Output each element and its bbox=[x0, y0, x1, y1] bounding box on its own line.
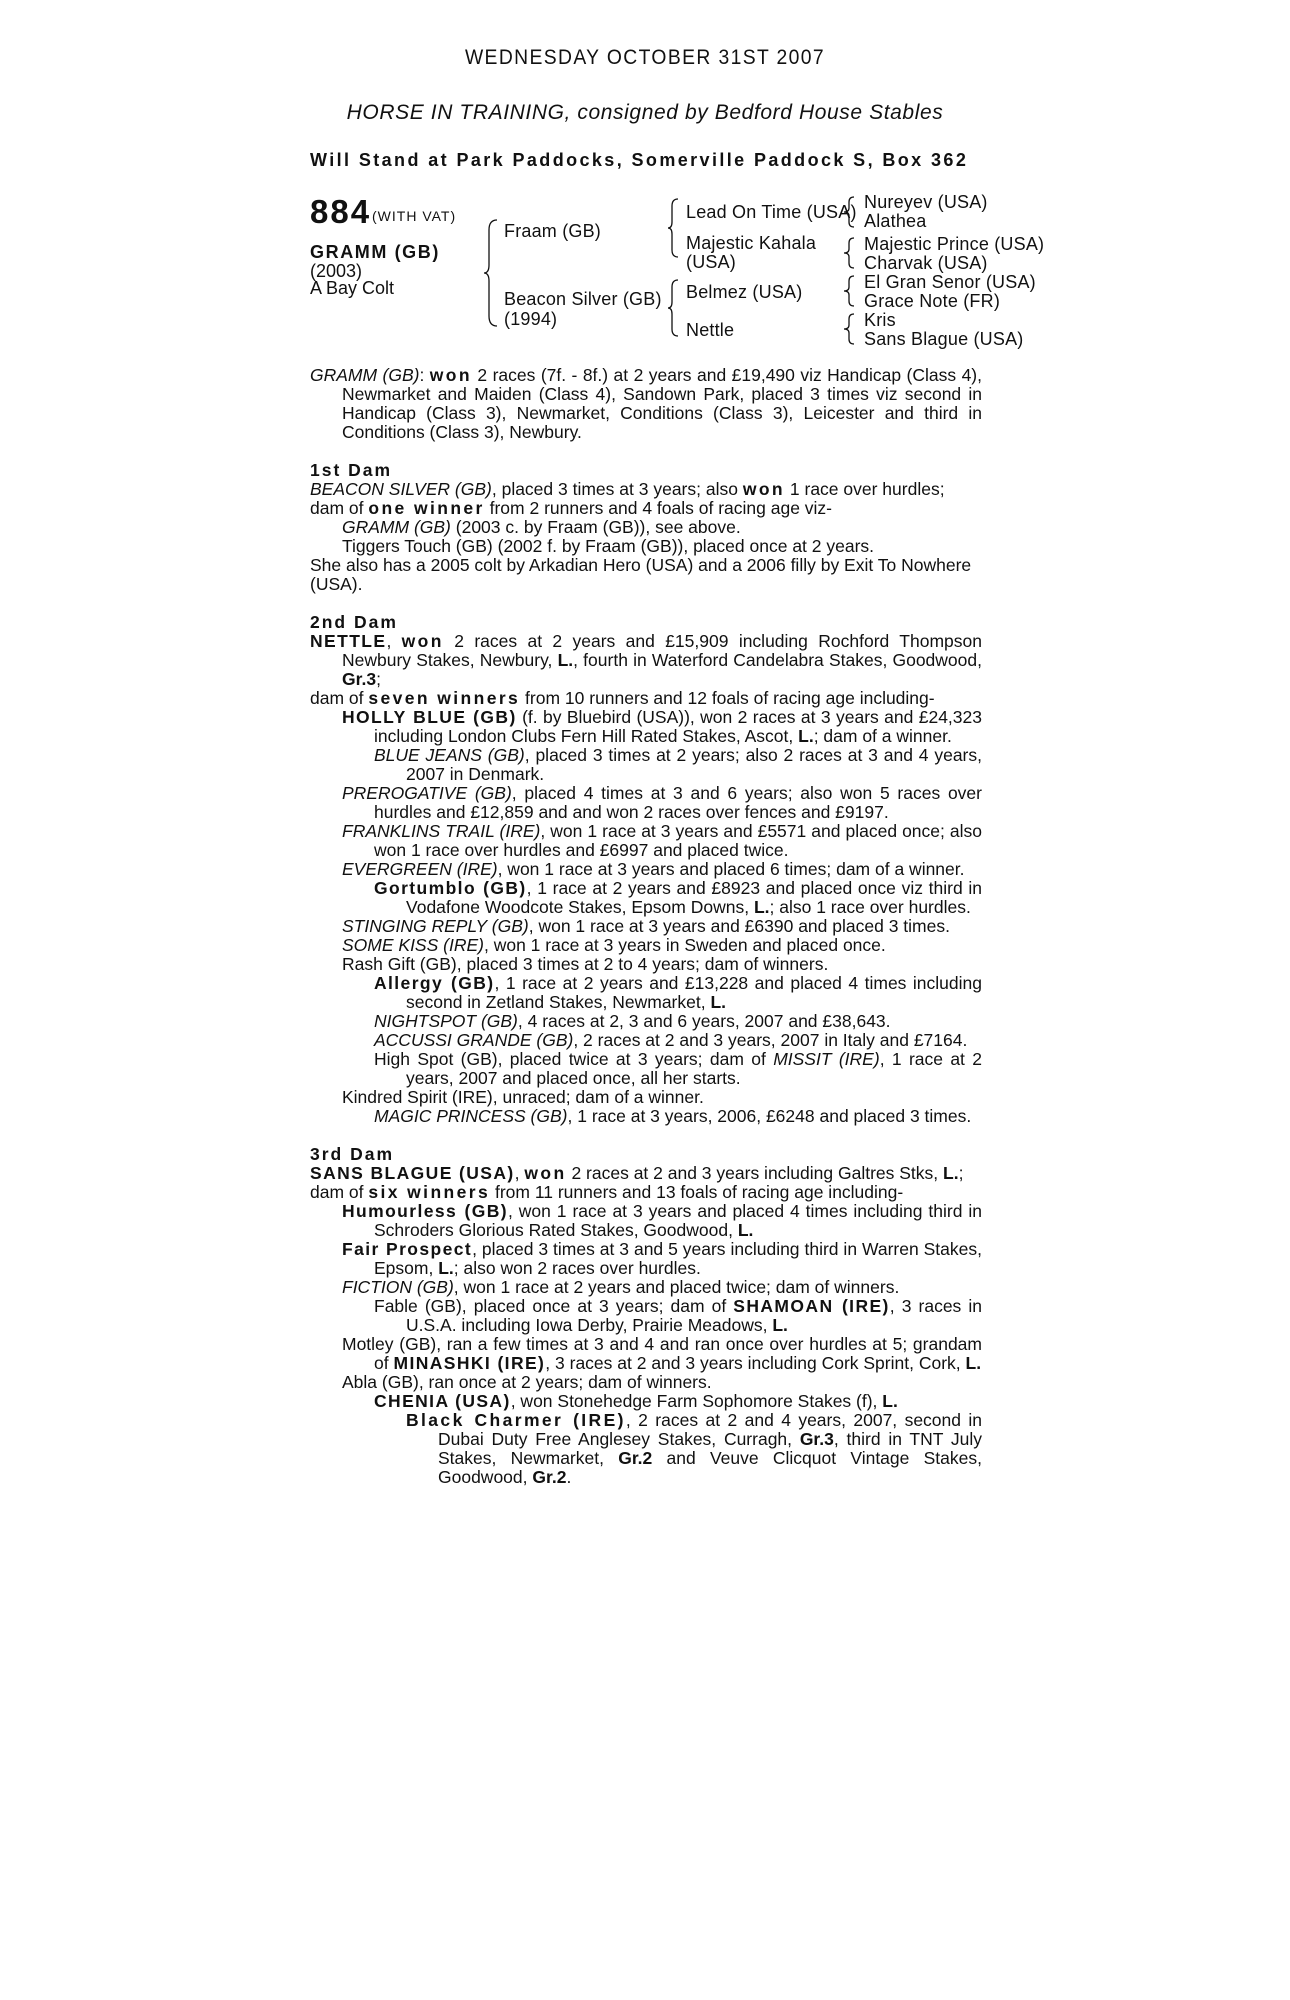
pedigree-brace-sire bbox=[666, 197, 680, 259]
text-run: ; bbox=[376, 669, 381, 689]
text-run: from 11 runners and 13 foals of racing age including- bbox=[490, 1182, 904, 1202]
produce-entry bbox=[310, 1202, 982, 1240]
first-dam-heading: 1st Dam bbox=[310, 460, 393, 480]
produce-entry: Tiggers Touch (GB) (2002 f. by Fraam (GB)), placed once at 2 years. bbox=[342, 536, 875, 556]
text-run: , won Stonehedge Farm Sophomore Stakes (f), bbox=[510, 1391, 883, 1411]
produce-name: SHAMOAN (IRE) bbox=[733, 1296, 890, 1316]
text-run: , 1 race at 3 years, 2006, £6248 and placed 3 times. bbox=[567, 1106, 972, 1126]
won-label: won bbox=[401, 631, 444, 651]
text-run: and Veuve Clicquot Vintage Stakes, Goodwood, bbox=[438, 1448, 982, 1487]
won-label: won bbox=[742, 479, 786, 499]
produce-entry bbox=[310, 518, 982, 537]
text-run: , won 1 race at 3 years and £6390 and placed 3 times. bbox=[528, 916, 950, 936]
produce-entry bbox=[310, 1240, 982, 1278]
produce-name: BLUE JEANS (GB) bbox=[374, 745, 525, 765]
sale-date: WEDNESDAY OCTOBER 31ST 2007 bbox=[464, 46, 826, 69]
produce-entry bbox=[310, 974, 982, 1012]
pedigree-brace-dam bbox=[666, 278, 680, 338]
vat-note: (WITH VAT) bbox=[372, 208, 457, 224]
produce-name: MISSIT (IRE) bbox=[773, 1049, 880, 1069]
second-dam-produce-summary bbox=[310, 689, 982, 708]
third-dam-produce-summary bbox=[310, 1183, 982, 1202]
produce-name: Allergy (GB) bbox=[374, 973, 495, 993]
produce-name: FRANKLINS TRAIL (IRE) bbox=[342, 821, 541, 841]
consignment-line: HORSE IN TRAINING, consigned by Bedford House Stables bbox=[346, 101, 944, 124]
text-run: Motley (GB), ran a few times at 3 and 4 and ran once over hurdles at 5; grandam of bbox=[342, 1334, 982, 1373]
pedigree-brace-dd bbox=[842, 312, 856, 346]
produce-entry bbox=[310, 860, 982, 879]
horse-name: GRAMM (GB) bbox=[310, 242, 440, 262]
text-run: , 1 race at 2 years and £13,228 and placed 4 times including second in Zetland Stakes, Newmarket, bbox=[406, 973, 982, 1012]
listed-mark: L. bbox=[882, 1391, 898, 1411]
produce-entry: Abla (GB), ran once at 2 years; dam of winners. bbox=[342, 1372, 712, 1392]
won-label: won bbox=[524, 1163, 567, 1183]
group-mark: Gr.3 bbox=[342, 669, 377, 689]
produce-entry bbox=[310, 1335, 982, 1373]
text-run: from 10 runners and 12 foals of racing age including- bbox=[520, 688, 935, 708]
produce-name: MAGIC PRINCESS (GB) bbox=[374, 1106, 568, 1126]
pedigree-brace-sd bbox=[842, 236, 856, 270]
pedigree-sire-dam-1: Majestic Kahala bbox=[686, 233, 817, 253]
first-dam-note: She also has a 2005 colt by Arkadian Hero (USA) and a 2006 filly by Exit To Nowhere (USA). bbox=[310, 555, 972, 594]
text-run: Fable (GB), placed once at 3 years; dam of bbox=[374, 1296, 734, 1316]
text-run: from 2 runners and 4 foals of racing age viz- bbox=[484, 498, 833, 518]
listed-mark: L. bbox=[438, 1258, 454, 1278]
pedigree-ds-sire: El Gran Senor (USA) bbox=[864, 272, 1036, 292]
group-mark: Gr.2 bbox=[532, 1467, 567, 1487]
listed-mark: L. bbox=[753, 897, 770, 917]
pedigree-dam: Beacon Silver (GB) bbox=[504, 289, 662, 309]
second-dam-heading: 2nd Dam bbox=[310, 612, 398, 632]
produce-name: Fair Prospect bbox=[342, 1239, 473, 1259]
produce-entry bbox=[310, 784, 982, 822]
produce-entry bbox=[310, 1297, 982, 1335]
produce-name: STINGING REPLY (GB) bbox=[342, 916, 529, 936]
dam-name: BEACON SILVER (GB) bbox=[310, 479, 492, 499]
text-run: , fourth in Waterford Candelabra Stakes, Goodwood, bbox=[573, 650, 982, 670]
produce-name: MINASHKI (IRE) bbox=[393, 1353, 546, 1373]
text-run: , placed 3 times at 2 years; also 2 races at 3 and 4 years, 2007 in Denmark. bbox=[406, 745, 982, 784]
listed-mark: L. bbox=[737, 1220, 754, 1240]
third-dam-heading: 3rd Dam bbox=[310, 1144, 395, 1164]
produce-name: HOLLY BLUE (GB) bbox=[342, 707, 517, 727]
lot-number: 884 bbox=[310, 193, 372, 230]
text-run: , bbox=[386, 631, 402, 651]
produce-name: EVERGREEN (IRE) bbox=[342, 859, 498, 879]
produce-entry bbox=[310, 822, 982, 860]
text-run: High Spot (GB), placed twice at 3 years; dam of bbox=[374, 1049, 774, 1069]
produce-entry bbox=[310, 1031, 982, 1050]
race-record bbox=[310, 366, 982, 442]
produce-name: FICTION (GB) bbox=[342, 1277, 454, 1297]
listed-mark: L. bbox=[965, 1353, 982, 1373]
dam-name: NETTLE bbox=[310, 631, 387, 651]
group-mark: Gr.3 bbox=[799, 1429, 834, 1449]
text-run: . bbox=[566, 1467, 572, 1487]
text-run: 1 race over hurdles; bbox=[785, 479, 945, 499]
text-run: dam of bbox=[310, 498, 369, 518]
won-label: won bbox=[429, 365, 472, 385]
pedigree-dam-sire: Belmez (USA) bbox=[686, 282, 803, 302]
text-run: , 2 races at 2 and 4 years, 2007, second in Dubai Duty Free Anglesey Stakes, Curragh, bbox=[438, 1410, 983, 1449]
produce-entry bbox=[310, 1107, 982, 1126]
text-run: ; dam of a winner. bbox=[813, 726, 952, 746]
foaling-year: (2003) bbox=[310, 261, 363, 281]
produce-entry bbox=[310, 1411, 982, 1487]
text-run: , bbox=[514, 1163, 525, 1183]
produce-name: NIGHTSPOT (GB) bbox=[374, 1011, 518, 1031]
produce-name: Black Charmer (IRE) bbox=[406, 1410, 626, 1430]
produce-entry bbox=[310, 917, 982, 936]
text-run: , won 1 race at 3 years and placed 6 times; dam of a winner. bbox=[497, 859, 965, 879]
text-run: 2 races (7f. - 8f.) at 2 years and £19,490 viz Handicap (Class 4), Newmarket and Maiden (Class 4), Sandown Park, placed 3 times viz second in Handicap (Class 3), Newmarket, Conditions (Class 3), Leicester and third in Conditions (Class 3), Newbury. bbox=[342, 365, 982, 442]
pedigree-sire-dam-2: (USA) bbox=[686, 252, 736, 272]
text-run: , 3 races at 2 and 3 years including Cork Sprint, Cork, bbox=[545, 1353, 966, 1373]
listed-mark: L. bbox=[710, 992, 727, 1012]
text-run: , won 1 race at 3 years and £5571 and placed once; also won 1 race over hurdles and £6997 and placed twice. bbox=[374, 821, 983, 860]
text-run: ; also won 2 races over hurdles. bbox=[453, 1258, 701, 1278]
produce-entry bbox=[310, 1392, 982, 1411]
dam-name: SANS BLAGUE (USA) bbox=[310, 1163, 515, 1183]
produce-entry bbox=[310, 879, 982, 917]
listed-mark: L. bbox=[943, 1163, 959, 1183]
produce-entry bbox=[310, 1012, 982, 1031]
text-run: dam of bbox=[310, 1182, 369, 1202]
produce-name: CHENIA (USA) bbox=[374, 1391, 511, 1411]
text-run: dam of bbox=[310, 688, 369, 708]
produce-entry bbox=[310, 1278, 982, 1297]
first-dam-record bbox=[310, 480, 982, 499]
produce-name: Gortumblo (GB) bbox=[374, 878, 527, 898]
text-run: , 1 race at 2 years, 2007 and placed once, all her starts. bbox=[406, 1049, 982, 1088]
text-run: , won 1 race at 3 years in Sweden and placed once. bbox=[483, 935, 886, 955]
produce-entry bbox=[310, 708, 982, 746]
produce-entry bbox=[310, 1050, 982, 1088]
text-run: ; bbox=[958, 1163, 964, 1183]
horse-name-ref: GRAMM (GB) bbox=[310, 365, 420, 385]
produce-name: PREROGATIVE (GB) bbox=[342, 783, 512, 803]
stand-location: Will Stand at Park Paddocks, Somerville Paddock S, Box 362 bbox=[310, 150, 969, 170]
third-dam-record bbox=[310, 1164, 982, 1183]
text-run: , placed 4 times at 3 and 6 years; also won 5 races over hurdles and £12,859 and and won 2 races over fences and £9197. bbox=[374, 783, 982, 822]
winners-count: six winners bbox=[368, 1182, 491, 1202]
text-run: , 1 race at 2 years and £8923 and placed once viz third in Vodafone Woodcote Stakes, Epsom Downs, bbox=[406, 878, 982, 917]
catalogue-body bbox=[310, 366, 982, 1487]
produce-name: Humourless (GB) bbox=[342, 1201, 508, 1221]
listed-mark: L. bbox=[772, 1315, 788, 1335]
listed-mark: L. bbox=[798, 726, 814, 746]
text-run: (2003 c. by Fraam (GB)), see above. bbox=[450, 517, 741, 537]
pedigree-brace-main bbox=[483, 218, 499, 328]
produce-entry: Kindred Spirit (IRE), unraced; dam of a winner. bbox=[342, 1087, 704, 1107]
text-run: , third in TNT July Stakes, Newmarket, bbox=[438, 1429, 982, 1468]
pedigree-dam-dam: Nettle bbox=[686, 320, 735, 340]
pedigree-sd-dam: Charvak (USA) bbox=[864, 253, 988, 273]
group-mark: Gr.2 bbox=[618, 1448, 653, 1468]
winners-count: seven winners bbox=[368, 688, 521, 708]
produce-name: ACCUSSI GRANDE (GB) bbox=[374, 1030, 574, 1050]
pedigree-brace-ds bbox=[842, 274, 856, 308]
text-run: , 2 races at 2 and 3 years, 2007 in Italy and £7164. bbox=[573, 1030, 968, 1050]
text-run: (f. by Bluebird (USA)), won 2 races at 3 years and £24,323 including London Clubs Fern Hill Rated Stakes, Ascot, bbox=[374, 707, 982, 746]
first-dam-produce-summary bbox=[310, 499, 982, 518]
listed-mark: L. bbox=[557, 650, 574, 670]
produce-entry bbox=[310, 746, 982, 784]
text-run: , placed 3 times at 3 years; also bbox=[491, 479, 743, 499]
text-run: , won 1 race at 2 years and placed twice; dam of winners. bbox=[453, 1277, 900, 1297]
second-dam-record bbox=[310, 632, 982, 689]
text-run: , won 1 race at 3 years and placed 4 times including third in Schroders Glorious Rated Stakes, Goodwood, bbox=[374, 1201, 983, 1240]
produce-name: SOME KISS (IRE) bbox=[342, 935, 484, 955]
produce-name: GRAMM (GB) bbox=[342, 517, 451, 537]
winners-count: one winner bbox=[368, 498, 485, 518]
pedigree-dd-sire: Kris bbox=[864, 310, 896, 330]
text-run: 2 races at 2 years and £15,909 including Rochford Thompson Newbury Stakes, Newbury, bbox=[342, 631, 982, 670]
text-run: , 4 races at 2, 3 and 6 years, 2007 and £38,643. bbox=[517, 1011, 891, 1031]
text-run: : bbox=[419, 365, 430, 385]
pedigree-ss-sire: Nureyev (USA) bbox=[864, 192, 988, 212]
text-run: 2 races at 2 and 3 years including Galtres Stks, bbox=[566, 1163, 944, 1183]
text-run: ; also 1 race over hurdles. bbox=[769, 897, 971, 917]
pedigree-dam-year: (1994) bbox=[504, 309, 558, 329]
pedigree-ds-dam: Grace Note (FR) bbox=[864, 291, 1001, 311]
text-run: , placed 3 times at 3 and 5 years including third in Warren Stakes, Epsom, bbox=[374, 1239, 982, 1278]
pedigree-ss-dam: Alathea bbox=[864, 211, 927, 231]
horse-description: A Bay Colt bbox=[310, 278, 395, 298]
pedigree-sire-sire: Lead On Time (USA) bbox=[686, 202, 857, 222]
text-run: , 3 races in U.S.A. including Iowa Derby, Prairie Meadows, bbox=[406, 1296, 982, 1335]
produce-entry: Rash Gift (GB), placed 3 times at 2 to 4 years; dam of winners. bbox=[342, 954, 829, 974]
pedigree-dd-dam: Sans Blague (USA) bbox=[864, 329, 1024, 349]
pedigree-sd-sire: Majestic Prince (USA) bbox=[864, 234, 1045, 254]
produce-entry bbox=[310, 936, 982, 955]
pedigree-sire: Fraam (GB) bbox=[504, 221, 602, 241]
